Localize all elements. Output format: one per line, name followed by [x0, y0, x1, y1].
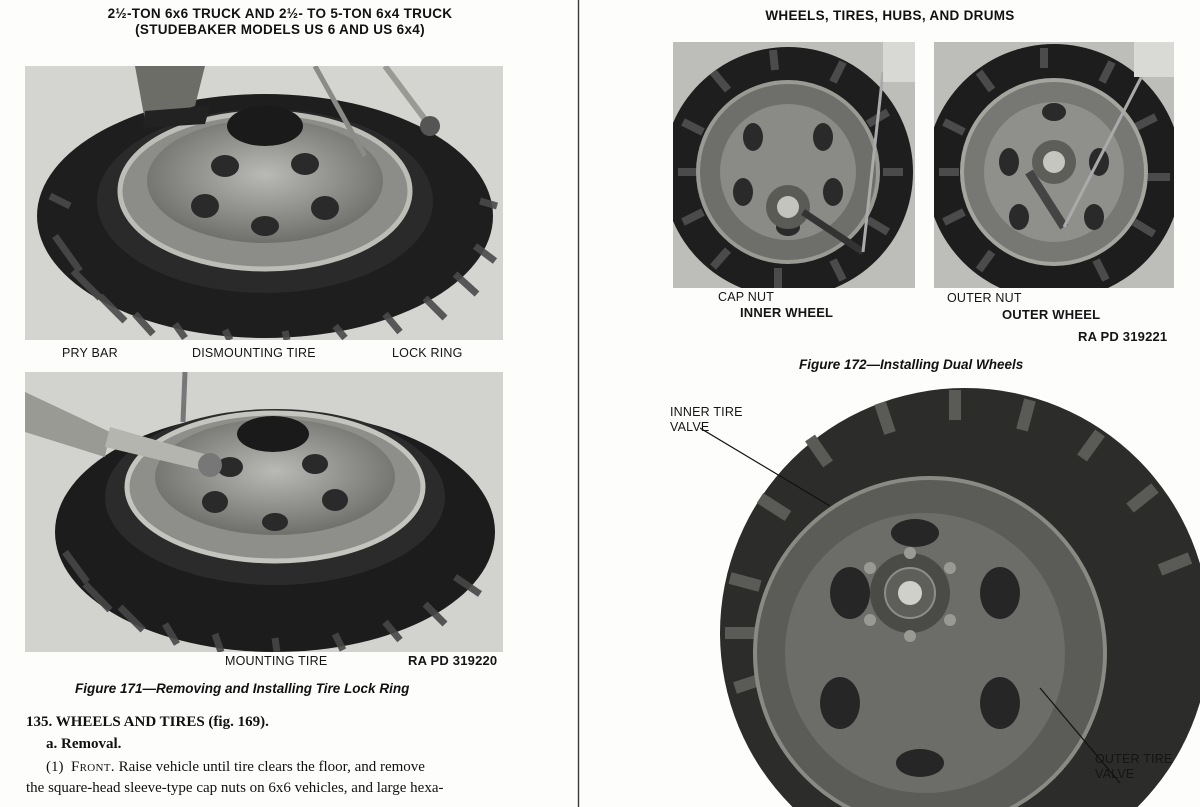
label-inner-wheel: INNER WHEEL	[740, 305, 834, 320]
left-header-line2: (STUDEBAKER MODELS US 6 AND US 6x4)	[135, 22, 425, 37]
label-dismounting-tire: DISMOUNTING TIRE	[192, 346, 316, 360]
figure-172-caption: Figure 172—Installing Dual Wheels	[799, 357, 1024, 372]
paragraph-line-1-text: Raise vehicle until tire clears the floor, and remove	[118, 759, 425, 775]
photo-dismounting-tire	[25, 66, 503, 340]
page-gutter-line	[578, 0, 579, 807]
photo-mounting-tire	[25, 372, 503, 652]
photo-inner-wheel	[673, 42, 915, 288]
label-inner-tire-valve-1: INNER TIRE	[670, 405, 743, 419]
right-header: WHEELS, TIRES, HUBS, AND DRUMS	[765, 8, 1015, 23]
paragraph-number: (1)	[46, 759, 64, 775]
paragraph-line-2: the square-head sleeve-type cap nuts on 6x6 vehicles, and large hexa-	[26, 780, 444, 796]
label-ra-pd-319220: RA PD 319220	[408, 653, 498, 668]
label-mounting-tire: MOUNTING TIRE	[225, 654, 328, 668]
right-page	[580, 0, 1200, 807]
section-removal-subheading: a. Removal.	[46, 736, 122, 752]
label-outer-tire-valve-2: VALVE	[1095, 767, 1135, 781]
left-page	[0, 0, 578, 807]
label-inner-tire-valve-2: VALVE	[670, 420, 710, 434]
figure-171-caption: Figure 171—Removing and Installing Tire Lock Ring	[75, 681, 410, 696]
photo-dual-wheel-valves	[700, 388, 1200, 807]
label-pry-bar: PRY BAR	[62, 346, 118, 360]
left-header-line1: 2½-TON 6x6 TRUCK AND 2½- TO 5-TON 6x4 TRUCK	[107, 6, 453, 21]
label-cap-nut: CAP NUT	[718, 290, 775, 304]
label-lock-ring: LOCK RING	[392, 346, 463, 360]
label-ra-pd-319221: RA PD 319221	[1078, 329, 1168, 344]
label-outer-nut: OUTER NUT	[947, 291, 1022, 305]
label-outer-tire-valve-1: OUTER TIRE	[1095, 752, 1173, 766]
label-outer-wheel: OUTER WHEEL	[1002, 307, 1101, 322]
paragraph-lead: Front.	[71, 759, 115, 775]
photo-outer-wheel	[934, 42, 1174, 288]
paragraph-line-1	[46, 759, 425, 776]
section-135-heading: 135. WHEELS AND TIRES (fig. 169).	[26, 714, 269, 730]
